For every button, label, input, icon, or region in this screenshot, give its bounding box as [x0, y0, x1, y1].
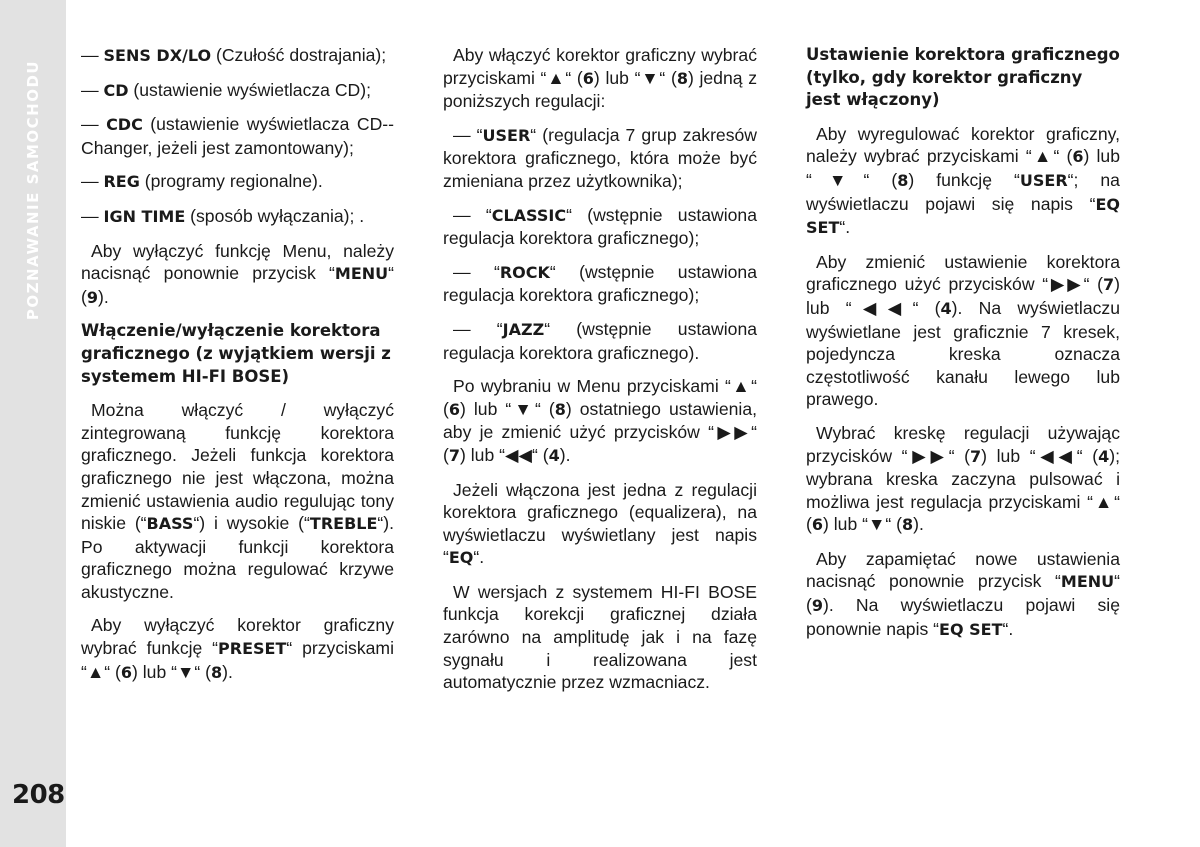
key-term: JAZZ — [502, 319, 545, 339]
text-run: ) lub “◀◀“ ( — [981, 445, 1099, 466]
key-term: USER — [482, 125, 531, 145]
item-description: (Czułość dostrajania); — [211, 45, 387, 65]
text-run: “). Po aktywacji funkcji korektora graficznego można regulować krzywe akustyczne. — [81, 513, 394, 602]
text-run: ). — [913, 514, 924, 535]
dash: — “ — [453, 204, 492, 225]
text-run: Aby zmienić ustawienie korektora graficznego użyć przycisków “▶▶“ ( — [806, 251, 1120, 295]
key-term: ROCK — [499, 262, 550, 282]
button-number: 8 — [676, 68, 688, 88]
item-description: “ (regulacja 7 grup zakresów korektora graficznego, która może być zmieniana przez użytkownika); — [443, 124, 757, 191]
key-term: SENS DX/LO — [103, 46, 212, 65]
button-number: 4 — [940, 298, 952, 318]
text-run: ). — [222, 661, 233, 682]
menu-item-cdc — [81, 113, 394, 159]
text-run: Aby wyregulować korektor graficzny, należy wybrać przyciskami “▲“ ( — [806, 123, 1120, 167]
eq-intro-paragraph — [443, 44, 757, 113]
select-bar-paragraph — [806, 422, 1120, 537]
text-run: Aby włączyć korektor graficzny wybrać przyciskami “▲“ ( — [443, 45, 757, 88]
text-run: ) lub “◀◀“ ( — [460, 444, 549, 465]
dash: — “ — [453, 261, 500, 282]
button-number: 7 — [448, 445, 460, 465]
key-term: CLASSIC — [491, 205, 567, 225]
text-run: ) lub “▼“ ( — [593, 67, 677, 88]
eq-option-rock — [443, 261, 757, 307]
text-run: Jeżeli włączona jest jedna z regulacji korektora graficznego (equalizera), na wyświetlaczu wyświetlany jest napis “ — [443, 479, 757, 568]
dash: — “ — [453, 318, 503, 339]
button-number: 4 — [548, 445, 560, 465]
text-column-3 — [806, 44, 1120, 652]
dash: — — [81, 171, 104, 192]
key-term: REG — [103, 172, 140, 192]
dash: — — [81, 79, 104, 100]
button-number: 8 — [902, 515, 914, 535]
text-run: ) lub “◀◀“ ( — [806, 274, 1120, 318]
text-run: ) lub “▼“ ( — [460, 398, 555, 419]
button-number: 6 — [1072, 147, 1084, 167]
item-description: (programy regionalne). — [139, 171, 323, 192]
menu-off-paragraph — [81, 240, 394, 310]
item-description: “ (wstępnie ustawiona regulacja korektora graficznego); — [443, 261, 758, 306]
text-run: ). — [559, 444, 571, 465]
key-term: CDC — [106, 115, 143, 135]
menu-item-sens — [81, 44, 394, 68]
text-run: ) lub “▼“ ( — [823, 514, 902, 535]
key-term: TREBLE — [309, 514, 378, 534]
heading-eq-onoff: Włączenie/wyłączenie korektora graficznego (z wyjątkiem wersji z systemem HI-FI BOSE) — [81, 321, 391, 386]
text-run: “. — [839, 217, 851, 238]
text-run: Aby wyłączyć funkcję Menu, należy nacisnąć ponownie przycisk “ — [81, 240, 394, 284]
item-description: “ (wstępnie ustawiona regulacja korektora graficznego). — [443, 318, 758, 363]
after-select-paragraph — [443, 375, 757, 467]
change-paragraph — [806, 251, 1120, 411]
key-term: MENU — [1060, 572, 1115, 592]
button-number: 8 — [554, 399, 566, 419]
dash: — — [81, 205, 104, 226]
eq-option-jazz — [443, 318, 757, 364]
key-term: BASS — [146, 514, 194, 534]
text-run: “ ( — [81, 263, 394, 307]
button-number: 6 — [811, 515, 823, 535]
button-number: 7 — [970, 446, 982, 466]
key-term: EQ SET — [806, 194, 1120, 238]
eq-option-classic — [443, 204, 757, 250]
button-number: 6 — [120, 662, 133, 682]
button-number: 9 — [811, 596, 823, 616]
bose-paragraph: W wersjach z systemem HI-FI BOSE funkcja korekcji graficznej działa zarówno na amplitudę jak i na fazę sygnału i realizowana jest automatycznie przez wzmacniacz. — [443, 581, 757, 693]
item-description: (sposób wyłączania); . — [185, 205, 365, 226]
button-number: 8 — [211, 662, 223, 682]
text-run: Aby wyłączyć korektor graficzny wybrać funkcję “ — [81, 615, 394, 659]
text-run: “) i wysokie (“ — [193, 513, 310, 534]
page-number: 208 — [12, 780, 65, 810]
text-run: ). Na wyświetlaczu wyświetlane jest graficznie 7 kresek, pojedyncza kreska oznacza częstotliwość kanału lewego lub prawego. — [806, 297, 1120, 410]
button-number: 7 — [1103, 275, 1115, 295]
text-run: “; na wyświetlaczu pojawi się napis “ — [806, 169, 1120, 214]
button-number: 4 — [1098, 446, 1110, 466]
dash: — — [81, 45, 104, 65]
text-run: ). Na wyświetlaczu pojawi się ponownie napis “ — [806, 595, 1120, 639]
text-run: ) ostatniego ustawienia, aby je zmienić użyć przycisków “▶▶“ ( — [443, 398, 757, 465]
button-number: 6 — [582, 68, 594, 88]
key-term: IGN TIME — [103, 206, 186, 226]
text-column-1 — [81, 44, 394, 695]
button-number: 6 — [448, 399, 460, 419]
section-title: POZNAWANIE SAMOCHODU — [24, 59, 42, 321]
text-run: Po wybraniu w Menu przyciskami “▲“ ( — [443, 376, 757, 419]
key-term: CD — [103, 80, 129, 100]
text-column-2 — [443, 44, 757, 705]
item-description: “ (wstępnie ustawiona regulacja korektora graficznego); — [443, 204, 758, 249]
text-run: “ ( — [806, 571, 1120, 616]
text-run: ) jedną z poniższych regulacji: — [443, 67, 757, 112]
text-run: ) lub “▼“ ( — [132, 661, 212, 682]
text-run: ). — [98, 286, 109, 307]
key-term: USER — [1019, 170, 1068, 190]
key-term: EQ — [448, 548, 474, 568]
text-run: Wybrać kreskę regulacji używając przycisków “▶▶“ ( — [806, 422, 1120, 466]
key-term: EQ SET — [939, 619, 1003, 639]
text-run: “. — [473, 547, 485, 568]
eq-option-user — [443, 124, 757, 193]
heading-eq-setting: Ustawienie korektora graficznego (tylko, gdy korektor graficzny jest włączony) — [806, 45, 1120, 110]
text-run: “ przyciskami “▲“ ( — [81, 638, 394, 682]
text-run: Aby zapamiętać nowe ustawienia nacisnąć ponownie przycisk “ — [806, 548, 1120, 592]
text-run: ) funkcję “ — [908, 169, 1020, 190]
menu-item-cd — [81, 79, 394, 103]
key-term: PRESET — [218, 639, 287, 659]
preset-paragraph — [81, 614, 394, 684]
button-number: 9 — [86, 287, 98, 307]
text-run: ); wybrana kreska zaczyna pulsować i możliwa jest regulacja przyciskami “▲“ ( — [806, 445, 1120, 535]
button-number: 8 — [897, 170, 909, 190]
text-run: ) lub “▼“ ( — [806, 146, 1121, 190]
save-paragraph — [806, 548, 1120, 641]
eq-display-paragraph — [443, 479, 757, 570]
text-run: “. — [1002, 618, 1014, 639]
adjust-paragraph — [806, 123, 1120, 240]
item-description: (ustawienie wyświetlacza CD); — [128, 79, 371, 100]
dash: — “ — [453, 124, 483, 145]
text-run: Można włączyć / wyłączyć zintegrowaną funkcję korektora graficznego. Jeżeli funkcja korektora graficznego nie jest włączona, można zmienić ustawienia audio regulując tony niskie (“ — [81, 400, 394, 534]
menu-item-ign — [81, 205, 394, 229]
menu-item-reg — [81, 170, 394, 194]
eq-paragraph — [81, 399, 394, 603]
item-description: (ustawienie wyświetlacza CD--Changer, jeżeli jest zamontowany); — [81, 114, 394, 158]
key-term: MENU — [334, 264, 389, 284]
dash: — — [81, 114, 107, 135]
section-sidebar — [0, 0, 66, 847]
